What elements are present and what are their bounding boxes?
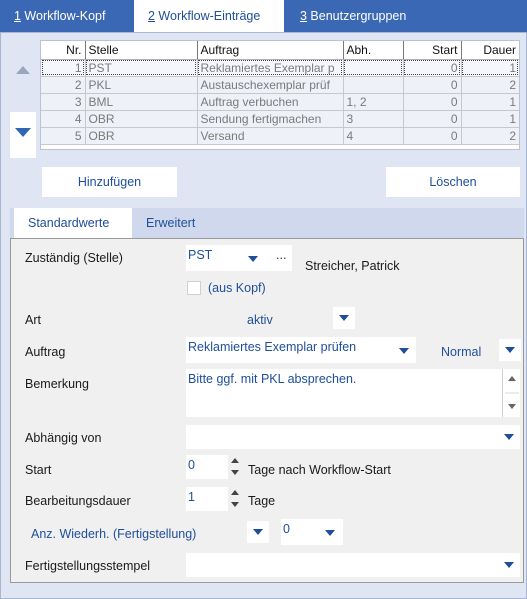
cell-dauer: 2 (461, 76, 519, 93)
priority-value: Normal (441, 345, 482, 359)
zustaendig-browse-button[interactable] (270, 245, 292, 271)
cell-start: 0 (403, 76, 461, 93)
art-label: Art (25, 313, 41, 327)
stempel-select[interactable] (186, 553, 520, 577)
column-header-stelle[interactable]: Stelle (85, 41, 197, 59)
wiederh-mode-select[interactable] (247, 521, 269, 543)
tab-erweitert[interactable]: Erweitert (146, 216, 196, 230)
zustaendig-select[interactable] (186, 245, 274, 271)
cell-stelle: PST (85, 59, 197, 76)
stempel-label: Fertigstellungsstempel (25, 559, 151, 573)
dauer-value: 1 (188, 490, 195, 504)
aus-kopf-label: (aus Kopf) (208, 281, 266, 295)
cell-nr: 2 (41, 76, 85, 93)
cell-start: 0 (403, 59, 461, 76)
spin-down-icon (231, 502, 239, 507)
main-tabbar (0, 0, 527, 32)
cell-start: 0 (403, 127, 461, 144)
cell-dauer: 1 (461, 110, 519, 127)
start-spinner[interactable] (230, 456, 240, 478)
tab-workflow-kopf[interactable] (14, 0, 105, 32)
detail-tabbar (10, 208, 524, 238)
bemerkung-value: Bitte ggf. mit PKL absprechen. (188, 372, 357, 386)
cell-dauer: 1 (461, 93, 519, 110)
auftrag-value: Reklamiertes Exemplar prüfen (188, 340, 357, 354)
chevron-down-icon (504, 562, 514, 568)
art-value: aktiv (247, 313, 273, 327)
cell-auftrag: Auftrag verbuchen (197, 93, 343, 110)
auftrag-select[interactable] (186, 337, 416, 363)
spin-down-icon (231, 470, 239, 475)
chevron-down-icon (504, 434, 514, 440)
entries-grid[interactable] (40, 40, 520, 150)
chevron-down-icon (399, 348, 409, 354)
chevron-down-icon (253, 529, 263, 535)
grid-header-row (41, 41, 519, 59)
tab-workflow-eintraege[interactable] (134, 0, 284, 32)
cell-stelle: OBR (85, 110, 197, 127)
scroll-arrows-icon (503, 369, 521, 417)
delete-button[interactable]: Löschen (386, 167, 520, 197)
auftrag-label: Auftrag (25, 345, 66, 359)
chevron-down-icon (248, 256, 258, 262)
cell-abh: 4 (343, 127, 403, 144)
tab-number: 3 (300, 9, 307, 23)
column-header-auftrag[interactable]: Auftrag (197, 41, 343, 59)
move-down-button[interactable] (10, 112, 36, 158)
art-select[interactable] (333, 307, 355, 329)
cell-nr: 1 (41, 59, 85, 76)
zustaendig-value: PST (188, 248, 213, 262)
wiederh-value: 0 (283, 522, 290, 536)
cell-auftrag: Austauschexemplar prüf (197, 76, 343, 93)
cell-nr: 3 (41, 93, 85, 110)
table-row[interactable] (41, 127, 519, 144)
table-row[interactable] (41, 110, 519, 127)
arrow-up-icon (10, 58, 36, 84)
person-name: Streicher, Patrick (305, 259, 400, 273)
cell-stelle: BML (85, 93, 197, 110)
column-header-dauer[interactable]: Dauer (461, 41, 519, 59)
column-header-abh[interactable]: Abh. (343, 41, 403, 59)
cell-auftrag: Sendung fertigmachen (197, 110, 343, 127)
cell-abh (343, 59, 403, 76)
spin-up-icon (231, 490, 239, 495)
table-row[interactable] (41, 76, 519, 93)
cell-nr: 5 (41, 127, 85, 144)
aus-kopf-checkbox[interactable] (187, 281, 201, 295)
cell-dauer: 2 (461, 127, 519, 144)
detail-panel (10, 238, 524, 583)
column-header-start[interactable]: Start (403, 41, 461, 59)
add-button[interactable]: Hinzufügen (42, 167, 177, 197)
cell-abh (343, 76, 403, 93)
dauer-input[interactable] (186, 487, 228, 511)
cell-start: 0 (403, 93, 461, 110)
tab-standardwerte[interactable]: Standardwerte (14, 208, 132, 238)
tab-label: Workflow-Einträge (154, 9, 261, 23)
dauer-label: Bearbeitungsdauer (25, 494, 131, 508)
cell-abh: 3 (343, 110, 403, 127)
start-input[interactable] (186, 455, 228, 479)
chevron-down-icon (339, 315, 349, 321)
tab-label: Workflow-Kopf (20, 9, 106, 23)
cell-auftrag: Reklamiertes Exemplar p (197, 59, 343, 76)
tab-number: 2 (148, 9, 155, 23)
table-row[interactable] (41, 59, 519, 76)
wiederh-count-select[interactable] (281, 519, 343, 545)
table-row[interactable] (41, 93, 519, 110)
cell-auftrag: Versand (197, 127, 343, 144)
dauer-suffix: Tage (248, 494, 276, 508)
move-up-button[interactable] (10, 58, 36, 84)
ellipsis-label: ... (276, 248, 287, 262)
bemerkung-scrollbar[interactable] (502, 369, 520, 417)
chevron-down-icon (325, 530, 335, 536)
spin-up-icon (231, 458, 239, 463)
chevron-down-icon (505, 347, 515, 353)
column-header-nr[interactable]: Nr. (41, 41, 85, 59)
start-suffix: Tage nach Workflow-Start (248, 463, 391, 477)
cell-abh: 1, 2 (343, 93, 403, 110)
tab-benutzergruppen[interactable] (300, 0, 406, 32)
abhaengig-select[interactable] (186, 425, 520, 449)
bemerkung-textarea[interactable] (186, 369, 520, 417)
zustaendig-label: Zuständig (Stelle) (25, 251, 123, 265)
arrow-down-icon (10, 112, 36, 158)
cell-dauer: 1 (461, 59, 519, 76)
start-value: 0 (188, 458, 195, 472)
tab-number: 1 (14, 9, 21, 23)
cell-nr: 4 (41, 110, 85, 127)
tab-label: Benutzergruppen (306, 9, 407, 23)
start-label: Start (25, 463, 52, 477)
abhaengig-label: Abhängig von (25, 431, 102, 445)
priority-select[interactable] (499, 339, 521, 361)
cell-start: 0 (403, 110, 461, 127)
cell-stelle: PKL (85, 76, 197, 93)
cell-stelle: OBR (85, 127, 197, 144)
bemerkung-label: Bemerkung (25, 377, 89, 391)
dauer-spinner[interactable] (230, 488, 240, 510)
wiederh-label: Anz. Wiederh. (Fertigstellung) (31, 527, 197, 541)
